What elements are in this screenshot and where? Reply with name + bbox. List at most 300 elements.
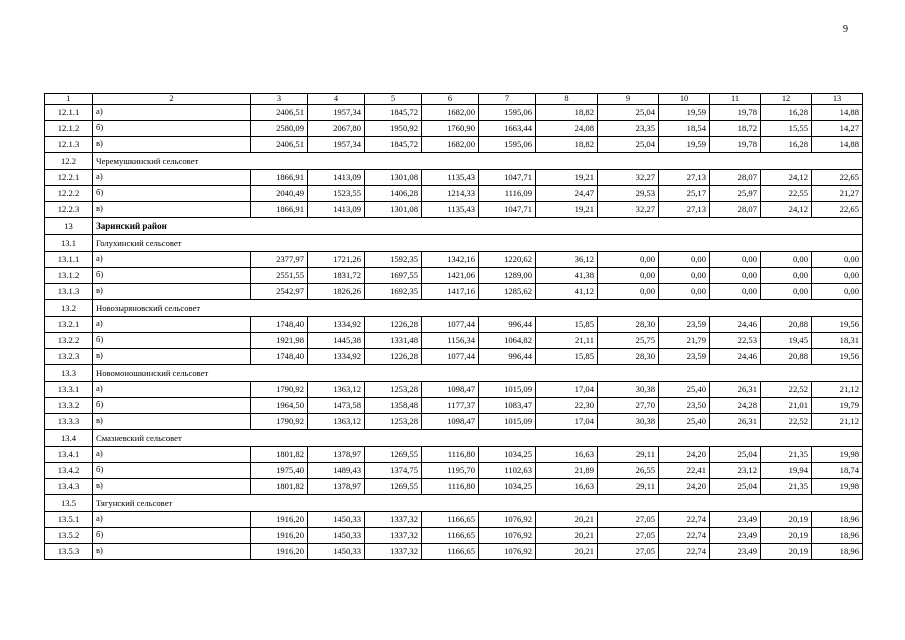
value-cell: 22,65 xyxy=(812,170,863,186)
row-code: 13.1 xyxy=(45,235,93,252)
value-cell: 0,00 xyxy=(710,268,761,284)
value-cell: 23,35 xyxy=(598,121,659,137)
value-cell: 1916,20 xyxy=(251,544,308,560)
variant-label: в) xyxy=(93,202,251,218)
column-number-cell: 4 xyxy=(308,94,365,105)
value-cell: 24,47 xyxy=(536,186,598,202)
value-cell: 1801,82 xyxy=(251,447,308,463)
table-row xyxy=(45,333,863,349)
value-cell: 19,59 xyxy=(659,137,710,153)
section-row xyxy=(45,300,863,317)
value-cell: 27,05 xyxy=(598,528,659,544)
table-row xyxy=(45,528,863,544)
table-row xyxy=(45,512,863,528)
value-cell: 1413,09 xyxy=(308,170,365,186)
value-cell: 21,35 xyxy=(761,479,812,495)
value-cell: 1682,00 xyxy=(422,137,479,153)
variant-label: б) xyxy=(93,463,251,479)
value-cell: 1214,33 xyxy=(422,186,479,202)
value-cell: 20,88 xyxy=(761,317,812,333)
value-cell: 28,07 xyxy=(710,170,761,186)
value-cell: 27,13 xyxy=(659,202,710,218)
value-cell: 1015,09 xyxy=(479,382,536,398)
value-cell: 1301,08 xyxy=(365,202,422,218)
table-row xyxy=(45,349,863,365)
value-cell: 0,00 xyxy=(812,284,863,300)
row-code: 13.2.1 xyxy=(45,317,93,333)
value-cell: 1342,16 xyxy=(422,252,479,268)
value-cell: 23,49 xyxy=(710,528,761,544)
value-cell: 16,28 xyxy=(761,105,812,121)
row-code: 13.5.3 xyxy=(45,544,93,560)
value-cell: 20,19 xyxy=(761,512,812,528)
value-cell: 24,28 xyxy=(710,398,761,414)
value-cell: 26,31 xyxy=(710,382,761,398)
row-code: 12.2.3 xyxy=(45,202,93,218)
value-cell: 19,78 xyxy=(710,105,761,121)
variant-label: б) xyxy=(93,268,251,284)
row-code: 13.3.3 xyxy=(45,414,93,430)
table-row xyxy=(45,137,863,153)
value-cell: 24,12 xyxy=(761,170,812,186)
value-cell: 1156,34 xyxy=(422,333,479,349)
value-cell: 1592,35 xyxy=(365,252,422,268)
table-row xyxy=(45,479,863,495)
table-row xyxy=(45,414,863,430)
value-cell: 1692,35 xyxy=(365,284,422,300)
column-number-cell: 10 xyxy=(659,94,710,105)
value-cell: 1334,92 xyxy=(308,349,365,365)
value-cell: 1220,62 xyxy=(479,252,536,268)
variant-label: а) xyxy=(93,447,251,463)
value-cell: 1337,32 xyxy=(365,544,422,560)
value-cell: 41,38 xyxy=(536,268,598,284)
section-row xyxy=(45,495,863,512)
value-cell: 24,20 xyxy=(659,447,710,463)
value-cell: 1337,32 xyxy=(365,528,422,544)
value-cell: 25,04 xyxy=(598,105,659,121)
table-row xyxy=(45,447,863,463)
value-cell: 23,50 xyxy=(659,398,710,414)
column-number-cell: 3 xyxy=(251,94,308,105)
value-cell: 1421,06 xyxy=(422,268,479,284)
value-cell: 26,31 xyxy=(710,414,761,430)
value-cell: 1950,92 xyxy=(365,121,422,137)
section-row xyxy=(45,235,863,252)
value-cell: 25,97 xyxy=(710,186,761,202)
row-code: 13.5.2 xyxy=(45,528,93,544)
value-cell: 1595,06 xyxy=(479,137,536,153)
value-cell: 996,44 xyxy=(479,317,536,333)
row-code: 12.1.3 xyxy=(45,137,93,153)
variant-label: в) xyxy=(93,349,251,365)
row-code: 13 xyxy=(45,218,93,235)
value-cell: 22,52 xyxy=(761,382,812,398)
value-cell: 2377,97 xyxy=(251,252,308,268)
value-cell: 1116,09 xyxy=(479,186,536,202)
value-cell: 1921,98 xyxy=(251,333,308,349)
value-cell: 1337,32 xyxy=(365,512,422,528)
value-cell: 1826,26 xyxy=(308,284,365,300)
section-row xyxy=(45,153,863,170)
value-cell: 19,98 xyxy=(812,479,863,495)
column-number-cell: 1 xyxy=(45,94,93,105)
variant-label: а) xyxy=(93,105,251,121)
variant-label: а) xyxy=(93,382,251,398)
value-cell: 1916,20 xyxy=(251,528,308,544)
value-cell: 22,30 xyxy=(536,398,598,414)
value-cell: 0,00 xyxy=(812,268,863,284)
value-cell: 27,70 xyxy=(598,398,659,414)
value-cell: 25,40 xyxy=(659,414,710,430)
value-cell: 1269,55 xyxy=(365,479,422,495)
value-cell: 0,00 xyxy=(598,268,659,284)
value-cell: 1790,92 xyxy=(251,414,308,430)
value-cell: 1064,82 xyxy=(479,333,536,349)
value-cell: 23,12 xyxy=(710,463,761,479)
table-row xyxy=(45,105,863,121)
value-cell: 15,85 xyxy=(536,317,598,333)
value-cell: 1076,92 xyxy=(479,528,536,544)
value-cell: 18,31 xyxy=(812,333,863,349)
value-cell: 18,74 xyxy=(812,463,863,479)
value-cell: 25,17 xyxy=(659,186,710,202)
row-code: 13.3 xyxy=(45,365,93,382)
value-cell: 25,04 xyxy=(598,137,659,153)
value-cell: 0,00 xyxy=(659,284,710,300)
value-cell: 21,35 xyxy=(761,447,812,463)
value-cell: 24,12 xyxy=(761,202,812,218)
value-cell: 22,53 xyxy=(710,333,761,349)
value-cell: 1374,75 xyxy=(365,463,422,479)
value-cell: 1166,65 xyxy=(422,544,479,560)
value-cell: 28,30 xyxy=(598,317,659,333)
column-number-cell: 2 xyxy=(93,94,251,105)
value-cell: 1077,44 xyxy=(422,349,479,365)
value-cell: 1077,44 xyxy=(422,317,479,333)
value-cell: 1331,48 xyxy=(365,333,422,349)
value-cell: 0,00 xyxy=(659,268,710,284)
value-cell: 1760,90 xyxy=(422,121,479,137)
value-cell: 1866,91 xyxy=(251,202,308,218)
section-row xyxy=(45,430,863,447)
value-cell: 0,00 xyxy=(761,284,812,300)
variant-label: а) xyxy=(93,317,251,333)
value-cell: 26,55 xyxy=(598,463,659,479)
value-cell: 21,27 xyxy=(812,186,863,202)
column-number-cell: 12 xyxy=(761,94,812,105)
value-cell: 22,41 xyxy=(659,463,710,479)
value-cell: 1034,25 xyxy=(479,479,536,495)
value-cell: 23,59 xyxy=(659,317,710,333)
value-cell: 0,00 xyxy=(761,268,812,284)
value-cell: 1177,37 xyxy=(422,398,479,414)
table-row xyxy=(45,398,863,414)
value-cell: 19,78 xyxy=(710,137,761,153)
value-cell: 1301,08 xyxy=(365,170,422,186)
value-cell: 19,94 xyxy=(761,463,812,479)
value-cell: 20,21 xyxy=(536,544,598,560)
value-cell: 41,12 xyxy=(536,284,598,300)
value-cell: 1866,91 xyxy=(251,170,308,186)
table-row xyxy=(45,252,863,268)
value-cell: 0,00 xyxy=(812,252,863,268)
value-cell: 1253,28 xyxy=(365,414,422,430)
value-cell: 19,56 xyxy=(812,317,863,333)
value-cell: 22,74 xyxy=(659,544,710,560)
value-cell: 21,79 xyxy=(659,333,710,349)
value-cell: 14,88 xyxy=(812,105,863,121)
table-row xyxy=(45,121,863,137)
value-cell: 1135,43 xyxy=(422,202,479,218)
value-cell: 21,12 xyxy=(812,414,863,430)
value-cell: 0,00 xyxy=(659,252,710,268)
value-cell: 0,00 xyxy=(598,284,659,300)
variant-label: б) xyxy=(93,186,251,202)
table-row xyxy=(45,463,863,479)
value-cell: 30,38 xyxy=(598,382,659,398)
value-cell: 18,54 xyxy=(659,121,710,137)
value-cell: 1047,71 xyxy=(479,170,536,186)
value-cell: 1697,55 xyxy=(365,268,422,284)
value-cell: 14,27 xyxy=(812,121,863,137)
value-cell: 1195,70 xyxy=(422,463,479,479)
value-cell: 1269,55 xyxy=(365,447,422,463)
value-cell: 19,59 xyxy=(659,105,710,121)
value-cell: 1916,20 xyxy=(251,512,308,528)
value-cell: 1964,50 xyxy=(251,398,308,414)
value-cell: 19,79 xyxy=(812,398,863,414)
value-cell: 1378,97 xyxy=(308,479,365,495)
value-cell: 0,00 xyxy=(598,252,659,268)
value-cell: 1034,25 xyxy=(479,447,536,463)
value-cell: 21,01 xyxy=(761,398,812,414)
value-cell: 19,45 xyxy=(761,333,812,349)
row-code: 13.1.1 xyxy=(45,252,93,268)
value-cell: 18,96 xyxy=(812,528,863,544)
value-cell: 32,27 xyxy=(598,170,659,186)
value-cell: 1226,28 xyxy=(365,349,422,365)
variant-label: а) xyxy=(93,252,251,268)
value-cell: 22,55 xyxy=(761,186,812,202)
value-cell: 1015,09 xyxy=(479,414,536,430)
value-cell: 1378,97 xyxy=(308,447,365,463)
value-cell: 23,49 xyxy=(710,544,761,560)
variant-label: в) xyxy=(93,284,251,300)
value-cell: 22,74 xyxy=(659,512,710,528)
section-title: Новомоношкинский сельсовет xyxy=(93,365,863,382)
value-cell: 0,00 xyxy=(761,252,812,268)
value-cell: 1831,72 xyxy=(308,268,365,284)
value-cell: 1957,34 xyxy=(308,137,365,153)
value-cell: 1957,34 xyxy=(308,105,365,121)
column-number-cell: 7 xyxy=(479,94,536,105)
row-code: 13.4 xyxy=(45,430,93,447)
row-code: 12.2 xyxy=(45,153,93,170)
column-number-row xyxy=(45,94,863,105)
value-cell: 1102,63 xyxy=(479,463,536,479)
table-row xyxy=(45,202,863,218)
value-cell: 16,63 xyxy=(536,479,598,495)
value-cell: 1116,80 xyxy=(422,479,479,495)
variant-label: в) xyxy=(93,414,251,430)
value-cell: 19,56 xyxy=(812,349,863,365)
district-row xyxy=(45,218,863,235)
row-code: 12.1.2 xyxy=(45,121,93,137)
variant-label: в) xyxy=(93,544,251,560)
table-row xyxy=(45,317,863,333)
value-cell: 18,72 xyxy=(710,121,761,137)
row-code: 12.2.1 xyxy=(45,170,93,186)
section-title: Черемушкинский сельсовет xyxy=(93,153,863,170)
section-row xyxy=(45,365,863,382)
value-cell: 1135,43 xyxy=(422,170,479,186)
table-row xyxy=(45,268,863,284)
value-cell: 27,13 xyxy=(659,170,710,186)
value-cell: 18,96 xyxy=(812,544,863,560)
value-cell: 1413,09 xyxy=(308,202,365,218)
value-cell: 1047,71 xyxy=(479,202,536,218)
value-cell: 1801,82 xyxy=(251,479,308,495)
row-code: 12.1.1 xyxy=(45,105,93,121)
value-cell: 1363,12 xyxy=(308,382,365,398)
value-cell: 1663,44 xyxy=(479,121,536,137)
value-cell: 20,88 xyxy=(761,349,812,365)
value-cell: 1473,58 xyxy=(308,398,365,414)
value-cell: 1450,33 xyxy=(308,528,365,544)
value-cell: 30,38 xyxy=(598,414,659,430)
value-cell: 1790,92 xyxy=(251,382,308,398)
value-cell: 1845,72 xyxy=(365,105,422,121)
table-body xyxy=(45,94,863,560)
value-cell: 21,12 xyxy=(812,382,863,398)
variant-label: б) xyxy=(93,121,251,137)
value-cell: 1489,43 xyxy=(308,463,365,479)
value-cell: 2551,55 xyxy=(251,268,308,284)
value-cell: 1450,33 xyxy=(308,512,365,528)
value-cell: 23,59 xyxy=(659,349,710,365)
value-cell: 1166,65 xyxy=(422,512,479,528)
value-cell: 27,05 xyxy=(598,544,659,560)
value-cell: 16,63 xyxy=(536,447,598,463)
value-cell: 23,49 xyxy=(710,512,761,528)
value-cell: 20,21 xyxy=(536,528,598,544)
section-title: Новозыряновский сельсовет xyxy=(93,300,863,317)
value-cell: 15,85 xyxy=(536,349,598,365)
row-code: 13.5 xyxy=(45,495,93,512)
value-cell: 32,27 xyxy=(598,202,659,218)
value-cell: 15,55 xyxy=(761,121,812,137)
value-cell: 1748,40 xyxy=(251,349,308,365)
value-cell: 1334,92 xyxy=(308,317,365,333)
row-code: 13.1.2 xyxy=(45,268,93,284)
table-row xyxy=(45,186,863,202)
value-cell: 20,21 xyxy=(536,512,598,528)
value-cell: 1748,40 xyxy=(251,317,308,333)
value-cell: 18,82 xyxy=(536,105,598,121)
value-cell: 0,00 xyxy=(710,252,761,268)
value-cell: 19,21 xyxy=(536,170,598,186)
table-row xyxy=(45,284,863,300)
table-row xyxy=(45,544,863,560)
value-cell: 2542,97 xyxy=(251,284,308,300)
value-cell: 18,82 xyxy=(536,137,598,153)
value-cell: 1166,65 xyxy=(422,528,479,544)
value-cell: 21,89 xyxy=(536,463,598,479)
tariff-table xyxy=(44,93,863,560)
value-cell: 2406,51 xyxy=(251,105,308,121)
value-cell: 2067,80 xyxy=(308,121,365,137)
value-cell: 22,65 xyxy=(812,202,863,218)
value-cell: 996,44 xyxy=(479,349,536,365)
value-cell: 21,11 xyxy=(536,333,598,349)
value-cell: 17,04 xyxy=(536,382,598,398)
variant-label: а) xyxy=(93,512,251,528)
value-cell: 1363,12 xyxy=(308,414,365,430)
value-cell: 29,11 xyxy=(598,447,659,463)
value-cell: 25,75 xyxy=(598,333,659,349)
value-cell: 1098,47 xyxy=(422,382,479,398)
value-cell: 19,98 xyxy=(812,447,863,463)
district-title: Заринский район xyxy=(93,218,863,235)
value-cell: 1450,33 xyxy=(308,544,365,560)
value-cell: 24,46 xyxy=(710,349,761,365)
value-cell: 1076,92 xyxy=(479,544,536,560)
row-code: 12.2.2 xyxy=(45,186,93,202)
table-row xyxy=(45,170,863,186)
value-cell: 1226,28 xyxy=(365,317,422,333)
value-cell: 1253,28 xyxy=(365,382,422,398)
section-title: Голухинский сельсовет xyxy=(93,235,863,252)
section-title: Тягунский сельсовет xyxy=(93,495,863,512)
value-cell: 25,04 xyxy=(710,479,761,495)
row-code: 13.2.2 xyxy=(45,333,93,349)
value-cell: 29,53 xyxy=(598,186,659,202)
value-cell: 1289,00 xyxy=(479,268,536,284)
value-cell: 25,04 xyxy=(710,447,761,463)
value-cell: 20,19 xyxy=(761,544,812,560)
row-code: 13.3.2 xyxy=(45,398,93,414)
value-cell: 2406,51 xyxy=(251,137,308,153)
table-row xyxy=(45,382,863,398)
value-cell: 28,07 xyxy=(710,202,761,218)
page-number: 9 xyxy=(843,24,848,35)
row-code: 13.4.3 xyxy=(45,479,93,495)
column-number-cell: 13 xyxy=(812,94,863,105)
value-cell: 1417,16 xyxy=(422,284,479,300)
column-number-cell: 8 xyxy=(536,94,598,105)
row-code: 13.4.2 xyxy=(45,463,93,479)
variant-label: в) xyxy=(93,137,251,153)
value-cell: 25,40 xyxy=(659,382,710,398)
value-cell: 1098,47 xyxy=(422,414,479,430)
value-cell: 2580,09 xyxy=(251,121,308,137)
variant-label: а) xyxy=(93,170,251,186)
value-cell: 1116,80 xyxy=(422,447,479,463)
value-cell: 1076,92 xyxy=(479,512,536,528)
variant-label: в) xyxy=(93,479,251,495)
variant-label: б) xyxy=(93,398,251,414)
value-cell: 1845,72 xyxy=(365,137,422,153)
variant-label: б) xyxy=(93,528,251,544)
value-cell: 1595,06 xyxy=(479,105,536,121)
column-number-cell: 11 xyxy=(710,94,761,105)
value-cell: 1406,28 xyxy=(365,186,422,202)
row-code: 13.4.1 xyxy=(45,447,93,463)
value-cell: 14,88 xyxy=(812,137,863,153)
value-cell: 18,96 xyxy=(812,512,863,528)
value-cell: 16,28 xyxy=(761,137,812,153)
